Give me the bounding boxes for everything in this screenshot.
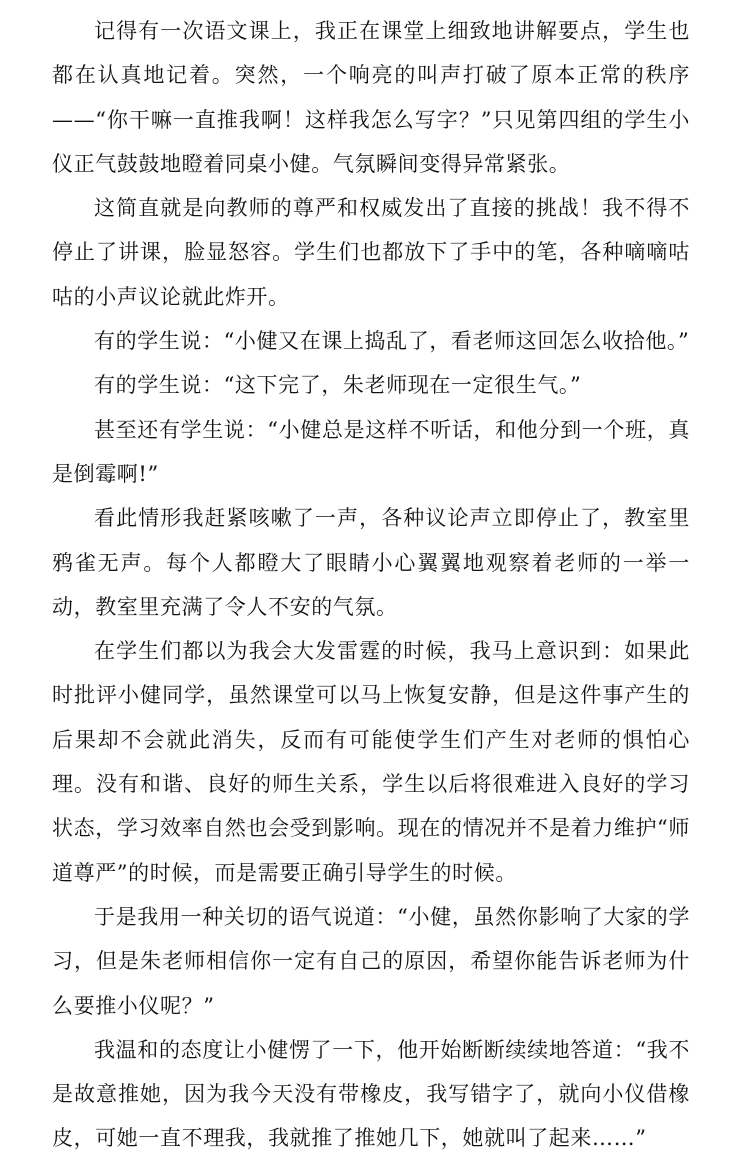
- paragraph-classroom-silence: 看此情形我赶紧咳嗽了一声，各种议论声立即停止了，教室里鸦雀无声。每个人都瞪大了眼睛小心翼翼地观察着老师的一举一动，教室里充满了令人不安的气氛。: [52, 506, 690, 619]
- paragraph-teacher-reflection: 在学生们都以为我会大发雷霆的时候，我马上意识到：如果此时批评小健同学，虽然课堂可以马上恢复安静，但是这件事产生的后果却不会就此消失，反而有可能使学生们产生对老师的惧怕心理。没有和谐、良好的师生关系，学生以后将很难进入良好的学习状态，学习效率自然也会受到影响。现在的情况并不是着力维护“师道尊严”的时候，而是需要正确引导学生的时候。: [52, 639, 690, 885]
- paragraph-student-answer: 我温和的态度让小健愣了一下，他开始断断续续地答道：“我不是故意推她，因为我今天没有带橡皮，我写错字了，就向小仪借橡皮，可她一直不理我，我就推了推她几下，她就叫了起来……”: [52, 1037, 690, 1151]
- paragraph-student-comment-1: 有的学生说：“小健又在课上捣乱了，看老师这回怎么收拾他。”: [94, 329, 690, 354]
- paragraph-student-comment-3: 甚至还有学生说：“小健总是这样不听话，和他分到一个班，真是倒霉啊!”: [52, 417, 690, 486]
- paragraph-teacher-reaction: 这简直就是向教师的尊严和权威发出了直接的挑战！我不得不停止了讲课，脸显怒容。学生们也都放下了手中的笔，各种嘀嘀咕咕的小声议论就此炸开。: [52, 196, 690, 309]
- paragraph-teacher-question: 于是我用一种关切的语气说道：“小健，虽然你影响了大家的学习，但是朱老师相信你一定有自己的原因，希望你能告诉老师为什么要推小仪呢？”: [52, 904, 690, 1018]
- paragraph-classroom-incident: 记得有一次语文课上，我正在课堂上细致地讲解要点，学生也都在认真地记着。突然，一个响亮的叫声打破了原本正常的秩序——“你干嘛一直推我啊！这样我怎么写字？”只见第四组的学生小仪正气鼓鼓地瞪着同桌小健。气氛瞬间变得异常紧张。: [52, 19, 690, 176]
- paragraph-student-comment-2: 有的学生说：“这下完了，朱老师现在一定很生气。”: [94, 373, 582, 398]
